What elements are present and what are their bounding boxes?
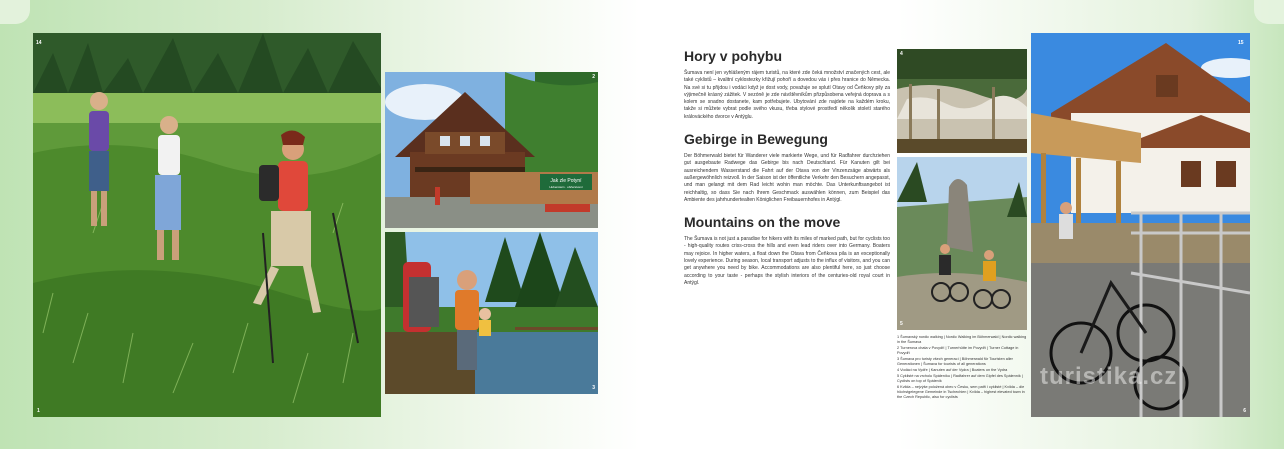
body-czech: Šumava není jen vyhlášeným rájem turistů, na které zde čeká množství značených cest, ale také cyklistů – kvalitní cyklostezky křižují pohoří a dovedou vás i přes hranice do Německa. Na své si tu přijdou i vodáci když je dost vody, považuje se splutí Otavy od Čeňkovy pily za výjimečně krásný zážitek. V sezóně je zde návštěvníkům přizpůsobena veřejná doprava a s kolem se snadno dostanete, kam potřebujete. Ubytování zde najdete na každém kroku, takže si můžete vybrat podle svého vkusu, třeba stylové prostředí několik století starého králováckého dvorce v Antýglu. [684,70,890,120]
photo-number: 5 [900,321,903,327]
article [684,48,890,297]
body-german: Der Böhmerwald bietet für Wanderer viele markierte Wege, und für Radfahrer durchziehen gut ausgebaute Radwege das Gebirge bis nach Deutschland. Für Kanuten gilt bei ausreichendem Wasserstand die Fahrt auf der Otava von der Vinzenzsäge abwärts als außergewöhnlich reizvoll. In der Saison ist der öffentliche Verkehr den Besuchern angepasst, und man gelangt mit dem Rad leicht wohin man möchte. Das Unterkunftsangebot ist reichhaltig, so dass Sie nach Ihrem Geschmack auswählen können, zum Beispiel das Ambiente des jahrhundertealten Königlichen Freibauernhofes in Antýgl. [684,153,890,203]
page-number-right: 15 [1238,40,1244,46]
caption: 3 Šumava pro turisty všech generací | Böhmerwald für Touristen aller Generationen | Šumava for tourists of all generations [897,357,1013,366]
body-english: The Šumava is not just a paradise for hikers with its miles of marked path, but for cyclists too - high-quality routes criss-cross the hills and even lead riders over into Germany. Boaters may rejoice. In higher waters, a float down the Otava from Čeňkova pila is an exceptionally lovely experience. During season, local transport adjusts to the influx of visitors, and you can get anywhere you need by bike. Accommodations are also plentiful here, so just choose according to your taste - perhaps the stylish interiors of the centuries-old royal court in Antýgl. [684,236,890,286]
photo-kvilda-bikes [1031,33,1250,417]
caption: 5 Cyklisté na vrcholu Spáleníku | Radfahrer auf dem Gipfel des Spálenník | Cyclists on top of Spáleník [897,374,1023,383]
photo-cyclists-rock [897,157,1027,330]
photo-mountain-hut [385,72,598,228]
section-english [684,214,890,287]
photo-number: 1 [37,408,40,414]
caption: 6 Kvilda – nejvýše položená obec v Česku, sem patří i cyklisté | Kvilda – die höchstgelegene Gemeinde in Tschechien | Kvilda – highest elevated town in the Czech Republic, also for cyclists [897,385,1025,399]
photo-number: 6 [1243,408,1246,414]
caption: 4 Vodáci na Vydře | Kanuten auf der Vydra | Boaters on the Vydra [897,368,1008,372]
corner-tab-right [1254,0,1284,24]
page-number-left: 14 [36,40,42,46]
sign-line-2: Hubenstein · občerstvení [549,185,583,189]
heading-english: Mountains on the move [684,214,841,231]
caption: 2 Turnerova chata v Povydří | Turnerhütte im Povydří | Turner Cottage in Povydří [897,346,1019,355]
caption: 1 Šumavský nordic walking | Nordic Walking im Böhmerwald | Nordic walking in the Šumava [897,335,1027,344]
photo-number: 4 [900,51,903,57]
watermark: turistika.cz [1040,363,1178,390]
photo-number: 3 [592,385,595,391]
photo-family-by-lake [385,232,598,394]
photo-nordic-walking [33,33,381,417]
photo-captions [897,335,1030,401]
heading-czech: Hory v pohybu [684,48,783,64]
photo-number: 2 [592,74,595,80]
section-czech [684,48,890,121]
sign-line-1: Jak zle Potyní [550,178,582,184]
heading-german: Gebirge in Bewegung [684,131,828,148]
section-german [684,131,890,204]
photo-river-rocks [897,49,1027,153]
